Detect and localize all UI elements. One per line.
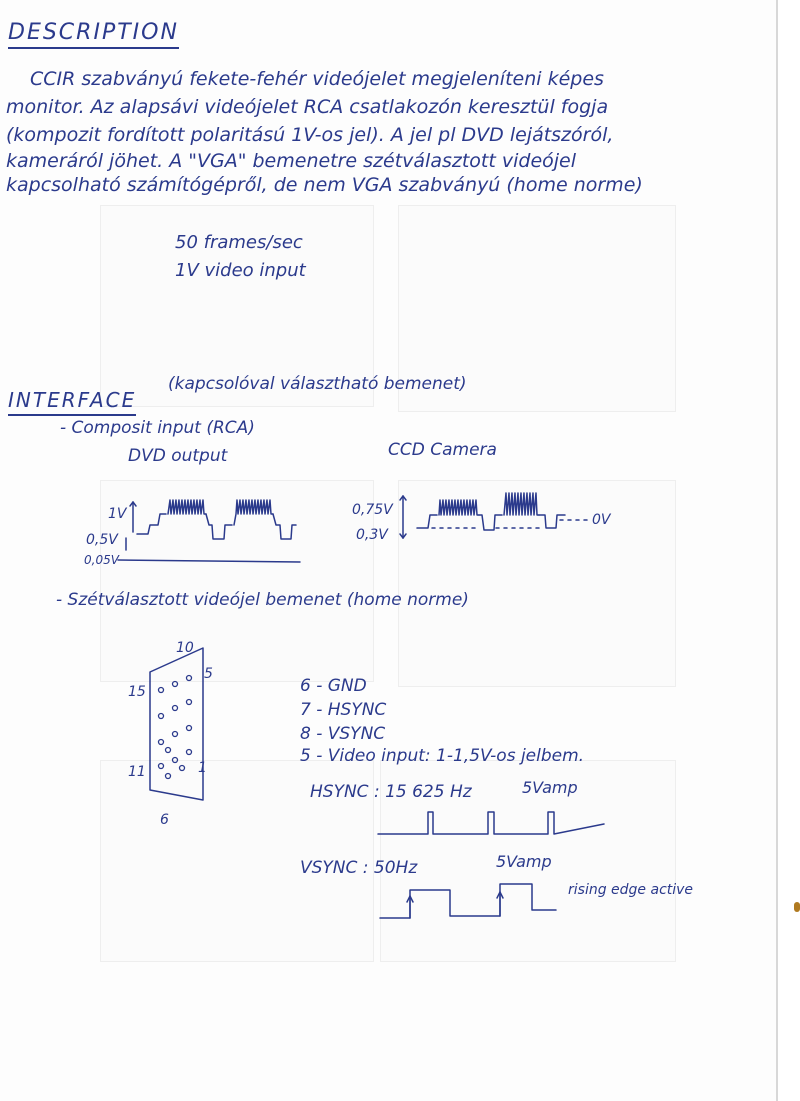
pin-label-5: 5: [204, 666, 213, 682]
separated-input-item: - Szétválasztott videójel bemenet (home norme): [56, 590, 469, 610]
vsync-spec: VSYNC : 50Hz: [300, 858, 418, 878]
pin-label-6: 6: [160, 812, 169, 828]
ccd-level-03v: 0,3V: [356, 527, 388, 543]
dsub-connector: [150, 648, 203, 800]
hsync-amplitude: 5Vamp: [522, 778, 578, 797]
dvd-output-label: DVD output: [128, 446, 228, 466]
interface-heading: INTERFACE: [8, 388, 136, 416]
ccd-level-075v: 0,75V: [352, 502, 393, 518]
description-line: monitor. Az alapsávi videójelet RCA csatlakozón keresztül fogja: [6, 96, 609, 118]
pin-gnd: 6 - GND: [300, 676, 367, 696]
description-line: kameráról jöhet. A "VGA" bemenetre szétválasztott videójel: [6, 150, 577, 172]
vsync-amplitude: 5Vamp: [496, 852, 552, 871]
vsync-waveform: [380, 884, 556, 918]
dvd-level-1v: 1V: [108, 506, 127, 522]
pin-label-1: 1: [198, 760, 207, 776]
composite-input-item: - Composit input (RCA): [60, 418, 255, 438]
spec-frames: 50 frames/sec: [175, 232, 303, 253]
rising-edge-note: rising edge active: [568, 882, 694, 898]
ccd-waveform: [400, 493, 590, 538]
hsync-waveform: [378, 812, 604, 834]
interface-heading-note: (kapcsolóval választható bemenet): [168, 374, 467, 394]
description-line: kapcsolható számítógépről, de nem VGA szabványú (home norme): [6, 174, 643, 196]
hsync-spec: HSYNC : 15 625 Hz: [310, 782, 472, 802]
dvd-waveform: [118, 500, 300, 562]
dvd-level-05v: 0,5V: [86, 532, 118, 548]
description-heading: DESCRIPTION: [8, 20, 179, 49]
pin-video-input: 5 - Video input: 1-1,5V-os jelbem.: [300, 746, 585, 766]
ccd-zero-level: 0V: [592, 512, 611, 528]
ccd-camera-label: CCD Camera: [388, 440, 497, 460]
description-line: CCIR szabványú fekete-fehér videójelet megjeleníteni képes: [30, 68, 604, 90]
pin-hsync: 7 - HSYNC: [300, 700, 387, 720]
page-edge-mark: [794, 902, 800, 912]
pin-label-15: 15: [128, 684, 146, 700]
pin-label-10: 10: [176, 640, 194, 656]
pin-vsync: 8 - VSYNC: [300, 724, 386, 744]
spec-input: 1V video input: [175, 260, 306, 281]
dvd-level-005v: 0,05V: [84, 553, 119, 567]
pin-label-11: 11: [128, 764, 146, 780]
description-line: (kompozit fordított polaritású 1V-os jel). A jel pl DVD lejátszóról,: [6, 124, 614, 146]
